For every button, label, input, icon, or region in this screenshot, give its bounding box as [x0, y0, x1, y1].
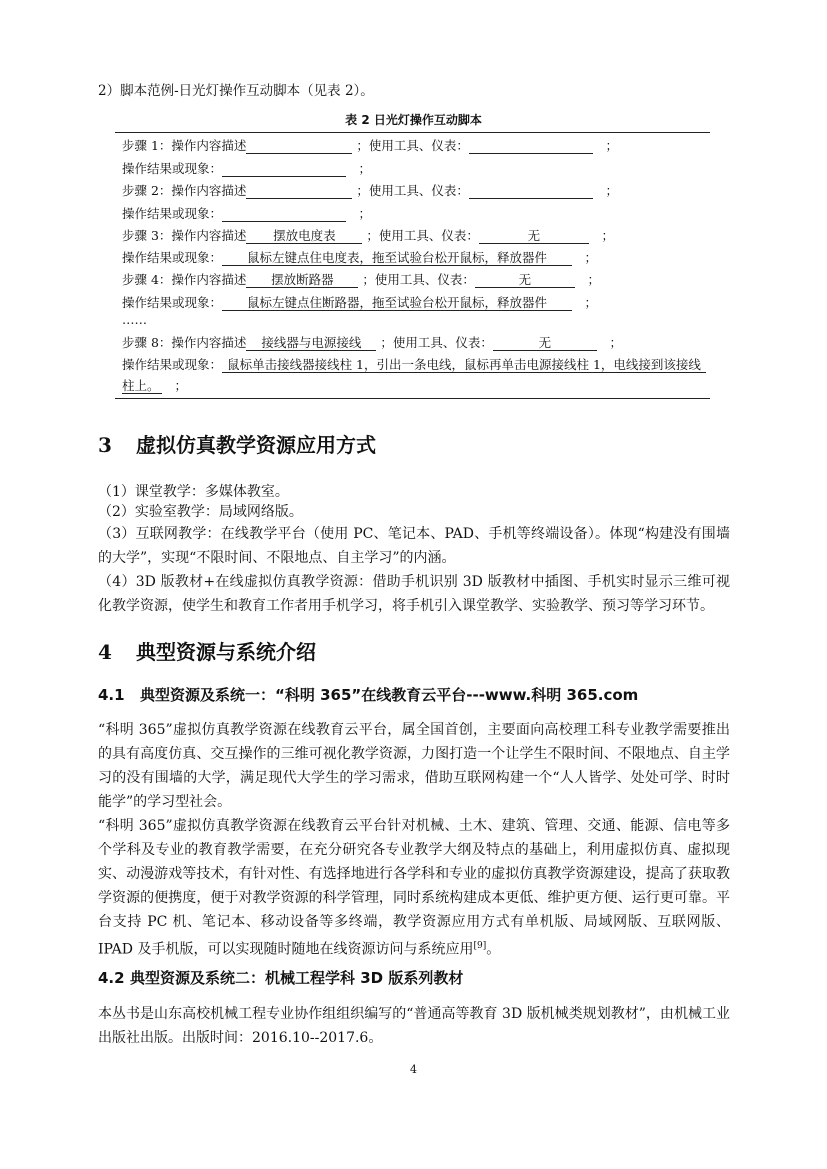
section-4-2-paragraph: 本丛书是山东高校机械工程专业协作组组织编写的“普通高等教育 3D 版机械类规划教材”，由机械工业出版社出版。出版时间：2016.10--2017.6。 [98, 1006, 730, 1046]
table-row: 柱上。 ； [122, 378, 188, 393]
table-row: 步骤 8：操作内容描述 接线器与电源接线 ；使用工具、仪表： 无 ； [122, 335, 622, 350]
table-row: 操作结果或现象： 鼠标左键点住电度表，拖至试验台松开鼠标，释放器件 ； [122, 250, 598, 265]
table-row: 操作结果或现象： ； [122, 206, 372, 221]
table-row: 操作结果或现象： 鼠标单击接线器接线柱 1，引出一条电线，鼠标再单击电源接线柱 1，电线接到该接线 [122, 355, 706, 373]
table-bottom-rule [115, 398, 710, 399]
table-row: 步骤 1：操作内容描述 ；使用工具、仪表： ； [122, 138, 618, 153]
table-caption: 表 2 日光灯操作互动脚本 [345, 113, 482, 127]
page-number: 4 [410, 1063, 417, 1076]
section-3-item: （3）互联网教学：在线教学平台（使用 PC、笔记本、PAD、手机等终端设备）。体现“构建没有围墙的大学”，实现“不限时间、不限地点、自主学习”的内涵。 [98, 526, 730, 566]
table-top-rule [115, 132, 710, 133]
table-row: 操作结果或现象： 鼠标左键点住断路器，拖至试验台松开鼠标，释放器件 ； [122, 295, 598, 310]
section-4-1-heading: 4.1 典型资源及系统一：“科明 365”在线教育云平台---www.科明 365.com [98, 686, 639, 704]
section-3-item: （1）课堂教学：多媒体教室。 [98, 484, 289, 500]
table-row: 步骤 2：操作内容描述 ；使用工具、仪表： ； [122, 183, 618, 198]
section-3-item: （2）实验室教学：局域网络版。 [98, 504, 303, 520]
section-4-1-paragraph-1: “科明 365”虚拟仿真教学资源在线教育云平台，属全国首创，主要面向高校理工科专业教学需要推出的具有高度仿真、交互操作的三维可视化教学资源，力图打造一个让学生不限时间、不限地点、自主学习的没有围墙的大学，满足现代大学生的学习需求，借助互联网构建一个“人人皆学、处处可学、时时能学”的学习型社会。 [98, 722, 730, 810]
table-row: …… [122, 312, 147, 327]
citation: [9] [473, 941, 487, 951]
table-row: 操作结果或现象： ； [122, 161, 372, 176]
table-row: 步骤 4：操作内容描述 摆放断路器 ；使用工具、仪表： 无 ； [122, 272, 600, 287]
section-3-heading: 3 虚拟仿真教学资源应用方式 [98, 433, 376, 457]
section-4-1-paragraph-2: “科明 365”虚拟仿真教学资源在线教育云平台针对机械、土木、建筑、管理、交通、能源、信电等多个学科及专业的教育教学需要，在充分研究各专业教学大纲及特点的基础上，利用虚拟仿真、虚拟现实、动漫游戏等技术，有针对性、有选择地进行各学科和专业的虚拟仿真教学资源建设，提高了获取教学资源的便携度，便于对教学资源的科学管理，同时系统构建成本更低、维护更方便、运行更可靠。平台支持 PC 机、笔记本、移动设备等多终端，教学资源应用方式有单机版、局域网版、互联网版、IPAD 及手机版，可以实现随时随地在线资源访问与系统应用[9]。 [98, 818, 730, 958]
table-row: 步骤 3：操作内容描述 摆放电度表 ；使用工具、仪表： 无 ； [122, 228, 614, 243]
intro-line: 2）脚本范例-日光灯操作互动脚本（见表 2）。 [98, 83, 374, 99]
section-4-heading: 4 典型资源与系统介绍 [98, 640, 316, 664]
section-3-item: （4）3D 版教材+在线虚拟仿真教学资源：借助手机识别 3D 版教材中插图、手机实时显示三维可视化教学资源，使学生和教育工作者用手机学习，将手机引入课堂教学、实验教学、预习等学习环节。 [98, 574, 730, 614]
section-4-2-heading: 4.2 典型资源及系统二：机械工程学科 3D 版系列教材 [98, 969, 464, 987]
